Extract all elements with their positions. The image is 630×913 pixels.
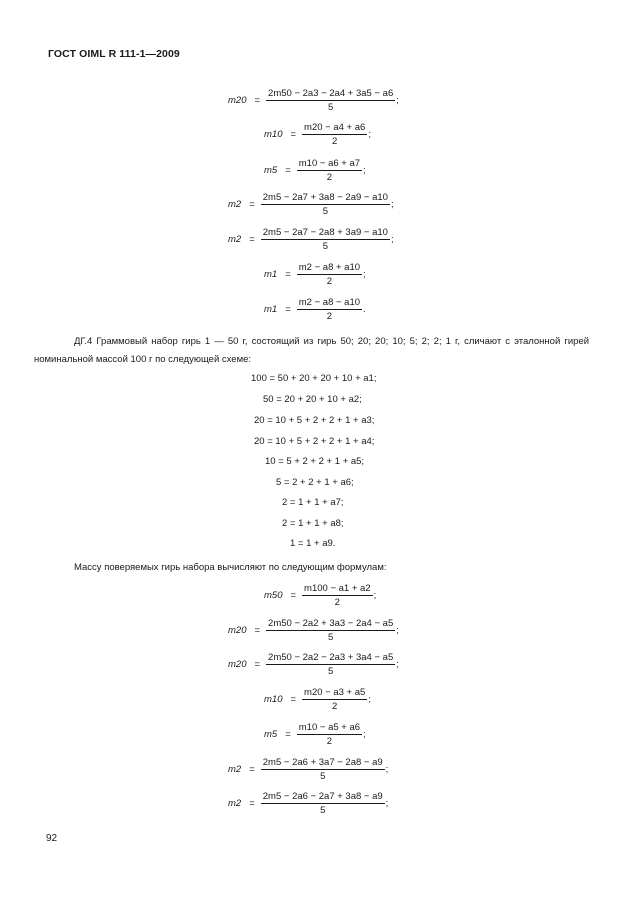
formula-lhs: m1 (264, 269, 278, 280)
formula-numerator: m10 − a5 + a6 (298, 722, 361, 733)
formula-numerator: m20 − a3 + a5 (304, 687, 366, 698)
formula-lhs: m10 (264, 694, 283, 705)
paragraph-dg4: ДГ.4 Граммовый набор гирь 1 — 50 г, состоящий из гирь 50; 20; 20; 10; 5; 2; 2; 1 г, сличают с эталонной гирей номинальной массой 100 г по следующей схеме: (34, 336, 589, 365)
scheme-line: 50 = 20 + 20 + 10 + a2; (263, 394, 362, 405)
formula-denominator: 5 (322, 206, 329, 217)
formula-denominator: 5 (328, 666, 334, 677)
formula-numerator: m20 − a4 + a6 (304, 122, 366, 133)
formula-lhs: m5 (264, 165, 278, 176)
scheme-line: 1 = 1 + a9. (290, 538, 336, 549)
formula-denominator: 2 (334, 597, 340, 608)
formula-m2: m2 = $\frac{2m5 - 2a6 + 3a7 - 2a8 - a9}{5}$ ; (228, 757, 389, 782)
formula-m2-alt: m2 = $\frac{2m5 - 2a7 - 2a8 + 3a9 - a10}{5}$ ; (228, 227, 394, 252)
formula-m10: m10 = $\frac{m20 - a3 + a5}{2}$ ; (264, 687, 371, 712)
formula-lhs: m10 (264, 129, 283, 140)
formula-m2: m2 = $\frac{2m5 - 2a7 + 3a8 - 2a9 - a10}{5}$ ; (228, 192, 394, 217)
scheme-line: 5 = 2 + 2 + 1 + a6; (276, 477, 354, 488)
formula-m20: m20 = $\frac{2m50 - 2a2 + 3a3 - 2a4 - a5}{5}$ ; (228, 618, 399, 643)
formula-lhs: m5 (264, 729, 278, 740)
scheme-line: 2 = 1 + 1 + a7; (282, 497, 344, 508)
formula-lhs: m50 (264, 590, 283, 601)
formula-lhs: m20 (228, 625, 247, 636)
formula-numerator: 2m5 − 2a7 + 3a8 − 2a9 − a10 (262, 192, 388, 203)
formula-numerator: 2m5 − 2a7 − 2a8 + 3a9 − a10 (262, 227, 388, 238)
formula-lhs: m2 (228, 234, 242, 245)
formula-numerator: 2m5 − 2a6 − 2a7 + 3a8 − a9 (262, 791, 383, 802)
formula-lhs: m20 (228, 659, 247, 670)
formula-m20-alt: m20 = $\frac{2m50 - 2a2 - 2a3 + 3a4 - a5}{5}$ ; (228, 652, 399, 677)
scheme-line: 20 = 10 + 5 + 2 + 2 + 1 + a4; (254, 436, 375, 447)
formula-numerator: m10 − a6 + a7 (298, 158, 361, 169)
formula-numerator: m100 − a1 + a2 (304, 583, 371, 594)
formula-m20: m20 = $\frac{2m50 - 2a3 - 2a4 + 3a5 - a6}{5}$ ; (228, 88, 399, 113)
formula-m50: m50 = $\frac{m100 - a1 + a2}{2}$ ; (264, 583, 377, 608)
formula-m5: m5 = $\frac{m10 - a6 + a7}{2}$ ; (264, 158, 366, 183)
paragraph-mass: Массу поверяемых гирь набора вычисляют по следующим формулам: (74, 562, 387, 573)
formula-denominator: 5 (328, 632, 334, 643)
formula-numerator: 2m50 − 2a3 − 2a4 + 3a5 − a6 (268, 88, 394, 99)
formula-denominator: 2 (332, 136, 338, 147)
scheme-line: 20 = 10 + 5 + 2 + 2 + 1 + a3; (254, 415, 375, 426)
formula-m10: m10 = $\frac{m20 - a4 + a6}{2}$ ; (264, 122, 371, 147)
formula-m1-alt: m1 = $\frac{m2 - a8 - a10}{2}$ . (264, 297, 366, 322)
formula-lhs: m2 (228, 798, 242, 809)
formula-m2-alt: m2 = $\frac{2m5 - 2a6 - 2a7 + 3a8 - a9}{5}$ ; (228, 791, 389, 816)
formula-denominator: 5 (320, 805, 326, 816)
formula-numerator: 2m5 − 2a6 + 3a7 − 2a8 − a9 (262, 757, 383, 768)
formula-denominator: 5 (322, 241, 329, 252)
document-header: ГОСТ OIML R 111-1—2009 (48, 48, 180, 60)
formula-denominator: 2 (326, 736, 333, 747)
scheme-line: 100 = 50 + 20 + 20 + 10 + a1; (251, 373, 377, 384)
formula-numerator: 2m50 − 2a2 − 2a3 + 3a4 − a5 (268, 652, 394, 663)
formula-numerator: m2 − a8 + a10 (298, 262, 361, 273)
formula-denominator: 2 (326, 276, 333, 287)
formula-lhs: m1 (264, 304, 278, 315)
formula-denominator: 2 (326, 172, 333, 183)
formula-denominator: 2 (326, 311, 333, 322)
formula-m1: m1 = $\frac{m2 - a8 + a10}{2}$ ; (264, 262, 366, 287)
formula-lhs: m2 (228, 199, 242, 210)
formula-denominator: 5 (328, 102, 334, 113)
formula-denominator: 2 (332, 701, 338, 712)
formula-lhs: m20 (228, 95, 247, 106)
scheme-line: 10 = 5 + 2 + 2 + 1 + a5; (265, 456, 365, 467)
page-number: 92 (46, 833, 58, 844)
formula-numerator: 2m50 − 2a2 + 3a3 − 2a4 − a5 (268, 618, 394, 629)
formula-m5: m5 = $\frac{m10 - a5 + a6}{2}$ ; (264, 722, 366, 747)
formula-denominator: 5 (320, 771, 326, 782)
formula-lhs: m2 (228, 764, 242, 775)
scheme-line: 2 = 1 + 1 + a8; (282, 518, 344, 529)
formula-numerator: m2 − a8 − a10 (298, 297, 361, 308)
